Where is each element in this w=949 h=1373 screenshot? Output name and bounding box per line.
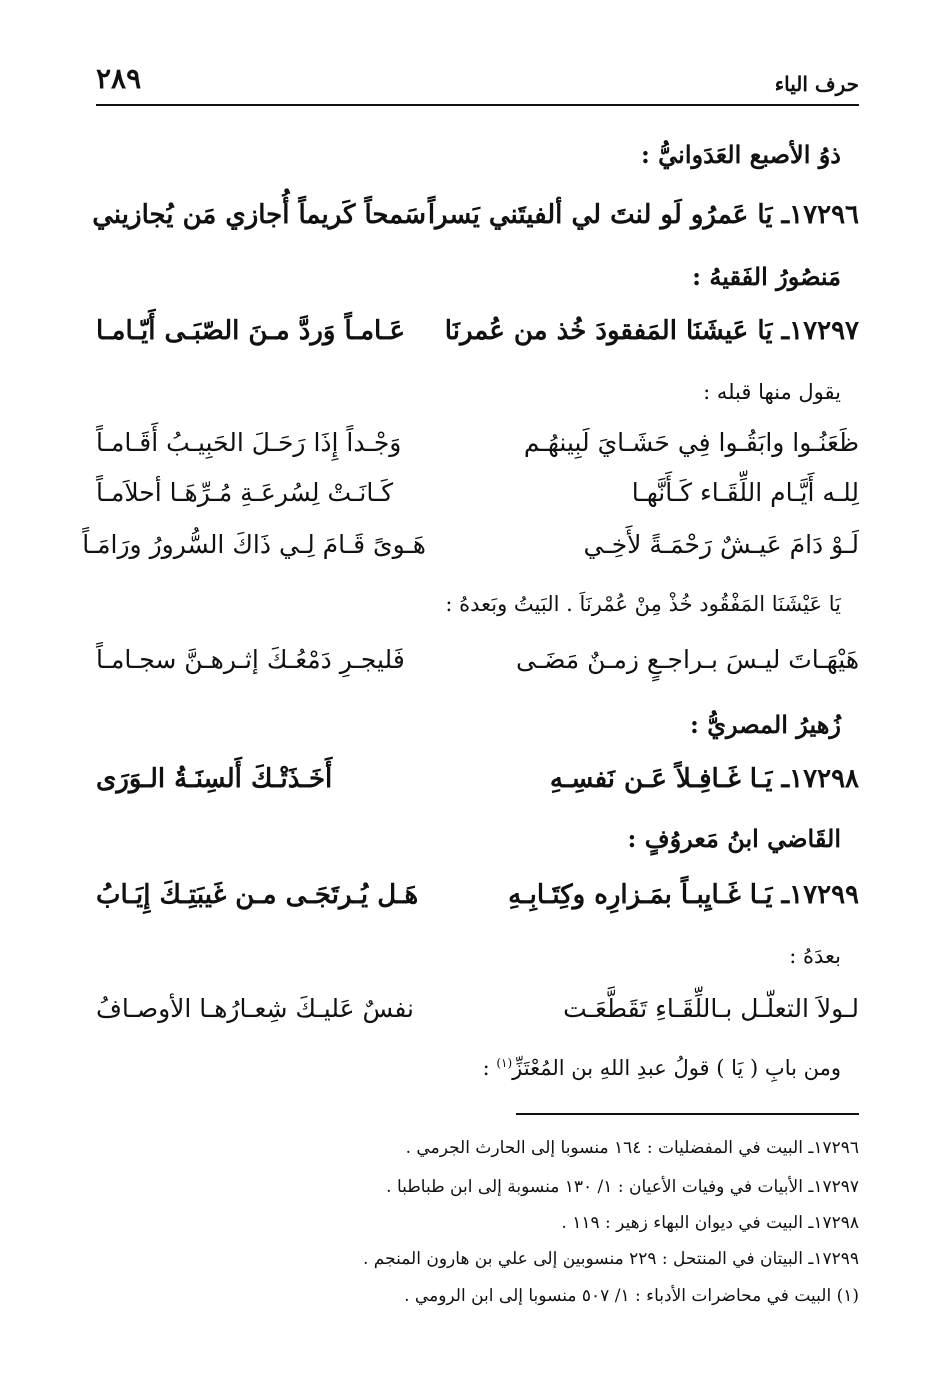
verse-second-hemistich: هَـوىً قَـامَ لِـي ذَاكَ السُّرورُ ورَامَـاً <box>82 530 426 559</box>
verse-second-hemistich: نفسٌ عَليـكَ شِعـارُهـا الأوصـافُ <box>96 994 414 1023</box>
page-number: ٢٨٩ <box>96 62 142 95</box>
verse-second-hemistich: سَمحاً كَريماً أُجازي مَن يُجازيني <box>92 200 426 230</box>
poet-name: مَنصُورُ الفَقيهُ : <box>692 262 841 291</box>
footnote: ١٧٢٩٦ـ البيت في المفضليات : ١٦٤ منسوبا إلى الحارث الجرمي . <box>405 1138 859 1158</box>
verse-second-hemistich: وَجْـداً إِذَا رَحَـلَ الحَبِيـبُ أَقَـامـاً <box>96 428 402 457</box>
verse-second-hemistich: هَـل يُـرتَجَـى مـن غَيبَتِـكَ إِيَـابُ <box>96 880 419 910</box>
verse-second-hemistich: كَـانَـتْ لِسُرعَـةِ مُـرِّهَـا أحلاَمـاً <box>96 478 394 507</box>
verse-first-hemistich: ١٧٢٩٨ـ يَـا غَـافِـلاً عَـن نَفسِـهِ <box>549 764 859 794</box>
footnote-marker: (١) <box>496 1056 513 1070</box>
intro-text: يقول منها قبله : <box>703 380 841 404</box>
verse-first-hemistich: ١٧٢٩٧ـ يَا عَيشَنَا المَفقودَ خُذ من عُمرنَا <box>444 316 859 346</box>
verse-second-hemistich: عَـامـاً وَردَّ مـنَ الصّبَـى أَيّـامـا <box>96 316 406 346</box>
intro-tail: : <box>482 1056 497 1080</box>
poet-name: ذوُ الأصبع العَدَوانيُّ : <box>640 140 841 169</box>
page-header <box>96 60 859 98</box>
verse-first-hemistich: هَيْهَـاتَ ليـسَ بـراجـعٍ زمـنٌ مَضَـى <box>515 645 859 674</box>
header-rule <box>96 104 859 106</box>
verse-second-hemistich: أَخَـذَتْـكَ أَلسِنَـةُ الـوَرَى <box>96 764 333 794</box>
verse-first-hemistich: ١٧٢٩٦ـ يَا عَمرُو لَو لنتَ لي ألفيتَني يَسراً <box>427 200 859 230</box>
verse-first-hemistich: لـولاَ التعلّـل بـاللِّقَـاءِ تَقَطَّعَـت <box>563 994 859 1023</box>
intro-text <box>96 1056 841 1080</box>
verse-first-hemistich: ١٧٢٩٩ـ يَـا غَـايِبـاً بمَـزارِه وكِتَـابِـهِ <box>508 880 859 910</box>
intro-main: ومن بابِ ( يَا ) قولُ عبدِ اللهِ بن المُعْتَزِّ <box>512 1056 841 1080</box>
intro-text: يَا عَيْشَنَا المَفْقُود خُذْ مِنْ عُمْرنَاَ . البَيتُ وبَعدهُ : <box>445 592 841 616</box>
poet-name: القَاضي ابنُ مَعروُفٍ : <box>627 824 841 853</box>
verse-second-hemistich: فَليجـرِ دَمْعُـكَ إثـرهـنَّ سجـامـاً <box>96 645 405 674</box>
footnote: (١) البيت في محاضرات الأدباء : ١/ ٥٠٧ منسوبا إلى ابن الرومي . <box>404 1286 859 1306</box>
footnote: ١٧٢٩٩ـ البيتان في المنتحل : ٢٢٩ منسوبين إلى علي بن هارون المنجم . <box>363 1249 859 1269</box>
verse-first-hemistich: لِلـه أَيَّـام اللِّقَـاء كَـأَنَّهـا <box>631 478 859 507</box>
footnote-rule <box>516 1113 859 1115</box>
footnote: ١٧٢٩٧ـ الأبيات في وفيات الأعيان : ١/ ١٣٠ منسوبة إلى ابن طباطبا . <box>386 1177 859 1197</box>
verse-first-hemistich: لَـوْ دَامَ عَيـشٌ رَحْمَـةً لأَخِـي <box>583 530 859 559</box>
intro-text: بعدَهُ : <box>789 944 841 968</box>
footnote: ١٧٢٩٨ـ البيت في ديوان البهاء زهير : ١١٩ . <box>561 1213 859 1233</box>
verse-first-hemistich: ظَعَنُـوا وابَقُـوا فِي حَشَـايَ لَبِينهُـم <box>523 428 859 457</box>
chapter-title: حرف الياء <box>774 72 859 96</box>
poet-name: زُهيرُ المصريُّ : <box>690 710 841 739</box>
